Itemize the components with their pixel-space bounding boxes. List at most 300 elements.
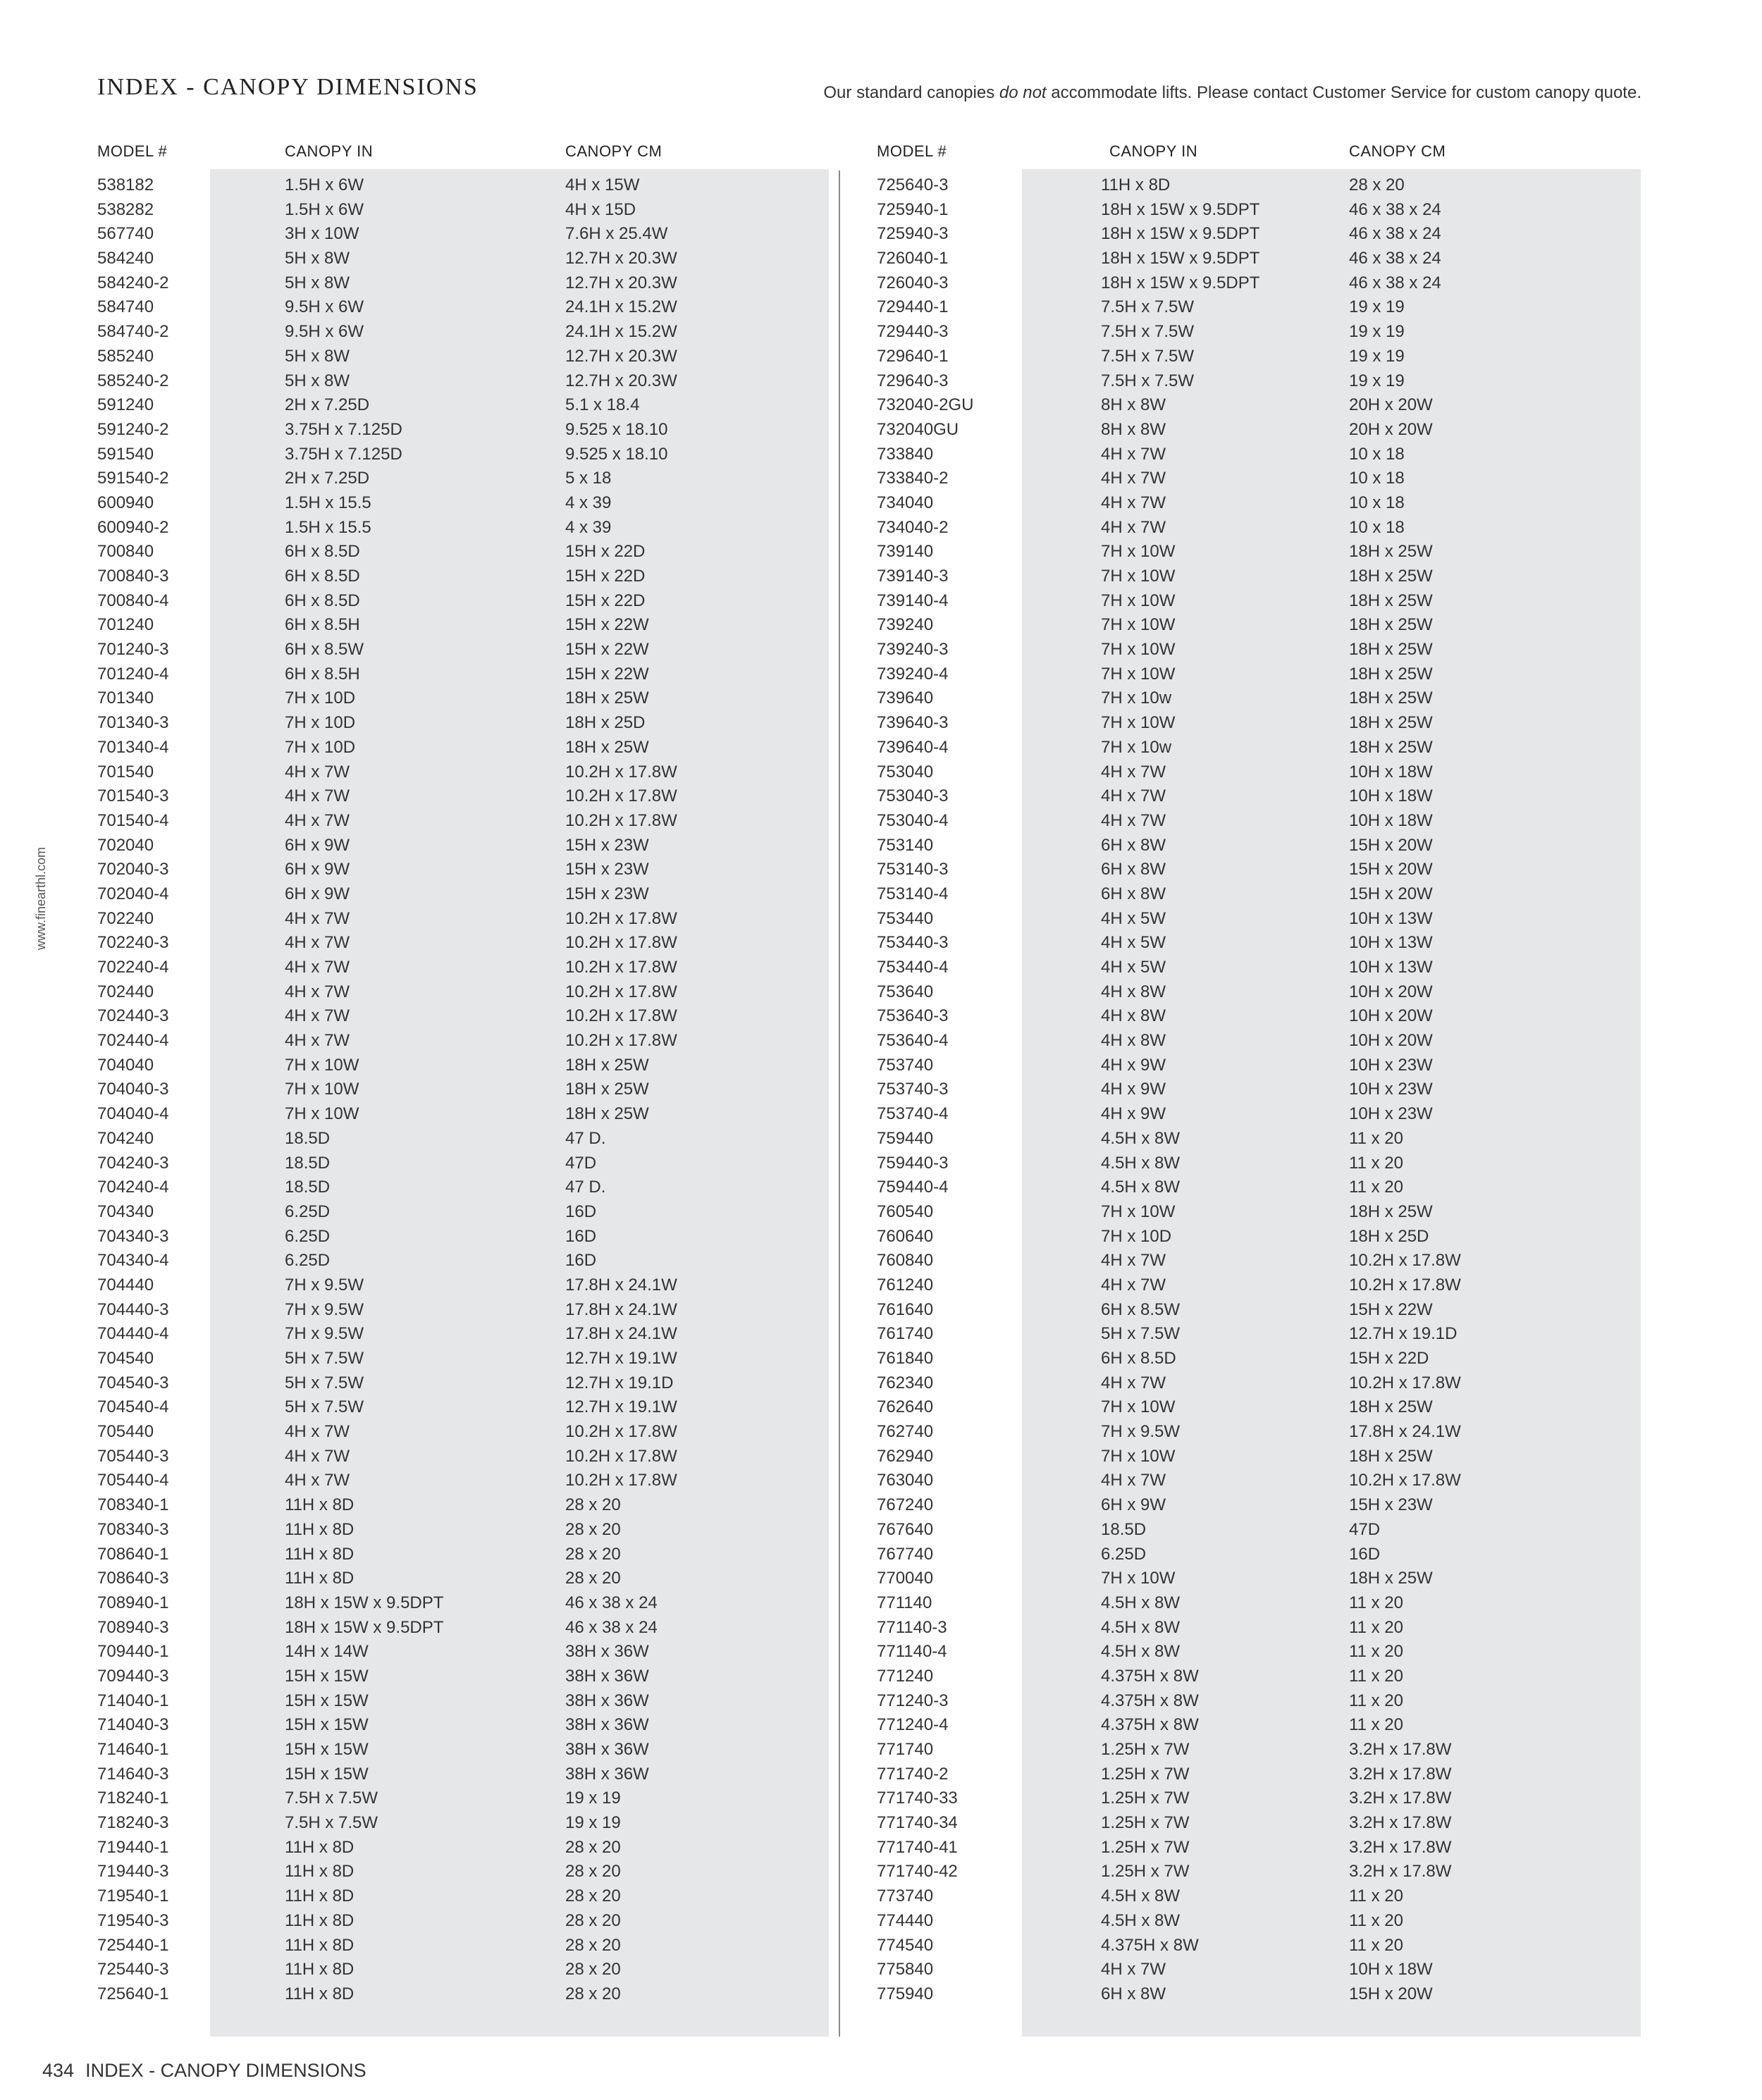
canopy-in: 7.5H x 7.5W: [285, 1789, 378, 1808]
canopy-cm: 46 x 38 x 24: [1349, 224, 1441, 244]
left-header-model: MODEL #: [97, 142, 168, 160]
model-number: 538282: [97, 199, 154, 219]
table-row: [839, 247, 1684, 271]
table-row: [839, 1273, 1684, 1298]
table-row: [839, 1225, 1684, 1249]
model-number: 773740: [877, 1886, 934, 1906]
model-number: 714640-3: [97, 1764, 169, 1784]
model-number: 702040-4: [97, 884, 169, 903]
canopy-in: 7H x 9.5W: [1101, 1422, 1181, 1442]
table-row: [839, 1347, 1684, 1371]
table-row: [0, 711, 839, 736]
table-row: [0, 1273, 839, 1298]
model-number: 753440-4: [877, 958, 949, 977]
table-row: [0, 931, 839, 956]
table-row: [839, 1640, 1684, 1664]
model-number: 762940: [877, 1446, 934, 1466]
model-number: 771240-3: [877, 1691, 949, 1710]
table-row: [839, 1836, 1684, 1860]
table-row: [839, 1884, 1684, 1909]
model-number: 704240: [97, 1128, 154, 1148]
table-row: [0, 345, 839, 369]
footer-section-title: INDEX - CANOPY DIMENSIONS: [85, 2060, 366, 2081]
canopy-cm: 15H x 22W: [1349, 1299, 1433, 1319]
model-number: 702240: [97, 908, 154, 928]
canopy-in: 4.5H x 8W: [1101, 1886, 1181, 1906]
model-number: 739240: [877, 615, 934, 635]
canopy-cm: 38H x 36W: [565, 1642, 649, 1662]
page-title: INDEX - CANOPY DIMENSIONS: [97, 74, 479, 100]
notice-emphasis: do not: [999, 83, 1047, 102]
canopy-cm: 15H x 20W: [1349, 884, 1433, 903]
canopy-in: 4H x 7W: [1101, 493, 1166, 512]
canopy-cm: 12.7H x 19.1D: [1349, 1324, 1458, 1344]
canopy-in: 4H x 7W: [1101, 469, 1166, 488]
canopy-cm: 10.2H x 17.8W: [565, 1471, 677, 1490]
table-row: [839, 638, 1684, 662]
canopy-in: 8H x 8W: [1101, 395, 1166, 415]
canopy-cm: 10.2H x 17.8W: [1349, 1471, 1461, 1490]
model-number: 584740-2: [97, 322, 169, 342]
right-header-model: MODEL #: [877, 142, 947, 160]
canopy-in: 6H x 8.5W: [285, 640, 364, 660]
canopy-cm: 15H x 20W: [1349, 835, 1433, 855]
canopy-cm: 47D: [1349, 1519, 1381, 1539]
canopy-cm: 10H x 23W: [1349, 1055, 1433, 1075]
canopy-in: 15H x 15W: [285, 1715, 369, 1735]
model-number: 759440-4: [877, 1178, 949, 1197]
canopy-cm: 10 x 18: [1349, 517, 1405, 537]
model-number: 739640-4: [877, 737, 949, 757]
canopy-cm: 20H x 20W: [1349, 419, 1433, 439]
canopy-in: 18H x 15W x 9.5DPT: [1101, 273, 1260, 292]
canopy-in: 4H x 7W: [285, 762, 350, 782]
canopy-in: 15H x 15W: [285, 1764, 369, 1784]
canopy-in: 8H x 8W: [1101, 419, 1166, 439]
table-row: [0, 1958, 839, 1982]
canopy-cm: 10H x 20W: [1349, 982, 1433, 1001]
table-row: [839, 809, 1684, 834]
table-row: [839, 1958, 1684, 1982]
canopy-in: 4H x 5W: [1101, 933, 1166, 953]
left-header-canopy-in: CANOPY IN: [285, 142, 374, 160]
model-number: 770040: [877, 1569, 934, 1588]
table-row: [839, 1420, 1684, 1445]
model-number: 753640-3: [877, 1006, 949, 1026]
table-row: [0, 1322, 839, 1347]
table-row: [0, 1077, 839, 1102]
canopy-in: 1.25H x 7W: [1101, 1764, 1190, 1784]
canopy-in: 1.5H x 6W: [285, 199, 364, 219]
canopy-cm: 19 x 19: [565, 1813, 621, 1833]
canopy-in: 11H x 8D: [285, 1569, 355, 1588]
canopy-in: 7H x 10w: [1101, 688, 1172, 708]
canopy-cm: 18H x 25W: [1349, 688, 1433, 708]
canopy-in: 4H x 9W: [1101, 1080, 1166, 1099]
model-number: 591240-2: [97, 419, 169, 439]
canopy-cm: 18H x 25W: [1349, 615, 1433, 635]
model-number: 702240-3: [97, 933, 169, 953]
canopy-in: 7.5H x 7.5W: [1101, 371, 1195, 390]
table-row: [839, 1200, 1684, 1225]
model-number: 702440-4: [97, 1031, 169, 1051]
canopy-in: 6H x 8.5D: [285, 591, 360, 610]
model-number: 753440-3: [877, 933, 949, 953]
model-number: 726040-3: [877, 273, 949, 292]
canopy-cm: 10H x 18W: [1349, 810, 1433, 830]
model-number: 734040-2: [877, 517, 949, 537]
table-row: [0, 1004, 839, 1029]
canopy-cm: 10H x 20W: [1349, 1031, 1433, 1051]
canopy-cm: 15H x 22W: [565, 640, 649, 660]
canopy-cm: 28 x 20: [565, 1569, 621, 1588]
model-number: 762740: [877, 1422, 934, 1442]
canopy-cm: 18H x 25W: [1349, 737, 1433, 757]
table-row: [0, 1249, 839, 1273]
model-number: 760840: [877, 1251, 934, 1271]
canopy-cm: 19 x 19: [1349, 346, 1405, 366]
canopy-cm: 20H x 20W: [1349, 395, 1433, 415]
canopy-cm: 28 x 20: [565, 1519, 621, 1539]
canopy-cm: 18H x 25W: [1349, 1397, 1433, 1417]
canopy-in: 4.5H x 8W: [1101, 1153, 1181, 1173]
table-row: [839, 834, 1684, 858]
canopy-cm: 19 x 19: [565, 1789, 621, 1808]
canopy-in: 1.5H x 6W: [285, 175, 364, 194]
canopy-cm: 10.2H x 17.8W: [565, 810, 677, 830]
model-number: 600940-2: [97, 517, 169, 537]
canopy-cm: 10.2H x 17.8W: [565, 958, 677, 977]
canopy-in: 6H x 8W: [1101, 860, 1166, 879]
table-row: [839, 418, 1684, 443]
canopy-cm: 11 x 20: [1349, 1886, 1403, 1906]
canopy-cm: 15H x 23W: [1349, 1495, 1433, 1515]
canopy-in: 6H x 8W: [1101, 1984, 1166, 2003]
table-row: [0, 662, 839, 687]
canopy-cm: 28 x 20: [565, 1837, 621, 1857]
table-row: [0, 1445, 839, 1469]
table-row: [839, 1054, 1684, 1078]
canopy-in: 4H x 7W: [1101, 1373, 1166, 1392]
model-number: 708340-1: [97, 1495, 169, 1515]
model-number: 701540-4: [97, 810, 169, 830]
canopy-in: 5H x 8W: [285, 249, 350, 268]
canopy-cm: 18H x 25W: [565, 688, 649, 708]
table-row: [839, 516, 1684, 541]
canopy-cm: 10H x 18W: [1349, 786, 1433, 806]
table-row: [839, 1004, 1684, 1029]
model-number: 702440-3: [97, 1006, 169, 1026]
table-row: [839, 369, 1684, 394]
canopy-in: 5H x 8W: [285, 371, 350, 390]
model-number: 725440-3: [97, 1960, 169, 1979]
canopy-cm: 3.2H x 17.8W: [1349, 1837, 1452, 1857]
canopy-in: 4.5H x 8W: [1101, 1593, 1181, 1612]
table-row: [839, 564, 1684, 589]
table-row: [839, 858, 1684, 882]
canopy-cm: 10.2H x 17.8W: [565, 982, 677, 1001]
canopy-in: 7H x 10W: [1101, 542, 1176, 562]
table-row: [839, 1567, 1684, 1591]
canopy-in: 4H x 7W: [285, 1422, 350, 1442]
canopy-in: 5H x 7.5W: [285, 1397, 364, 1417]
table-row: [839, 1982, 1684, 2007]
model-number: 600940: [97, 493, 154, 512]
table-row: [0, 1640, 839, 1664]
canopy-cm: 46 x 38 x 24: [565, 1593, 658, 1612]
canopy-cm: 28 x 20: [565, 1886, 621, 1906]
table-row: [0, 393, 839, 418]
table-row: [0, 1786, 839, 1811]
canopy-in: 7H x 10W: [1101, 1446, 1176, 1466]
model-number: 719540-3: [97, 1910, 169, 1930]
canopy-in: 6H x 9W: [285, 860, 350, 879]
canopy-cm: 46 x 38 x 24: [1349, 249, 1441, 268]
canopy-cm: 10 x 18: [1349, 444, 1405, 464]
canopy-in: 7H x 10W: [285, 1080, 359, 1099]
canopy-in: 4H x 7W: [1101, 810, 1166, 830]
table-row: [839, 222, 1684, 247]
table-row: [0, 1909, 839, 1934]
canopy-in: 4H x 9W: [1101, 1055, 1166, 1075]
model-number: 708340-3: [97, 1519, 169, 1539]
canopy-cm: 11 x 20: [1349, 1153, 1403, 1173]
canopy-in: 7H x 10W: [1101, 1397, 1176, 1417]
canopy-cm: 10.2H x 17.8W: [565, 1006, 677, 1026]
canopy-in: 11H x 8D: [285, 1862, 355, 1882]
canopy-in: 4H x 7W: [285, 933, 350, 953]
table-row: [0, 1738, 839, 1762]
table-row: [0, 222, 839, 247]
canopy-cm: 4H x 15D: [565, 199, 636, 219]
canopy-in: 7H x 10W: [1101, 713, 1176, 733]
canopy-in: 11H x 8D: [285, 1544, 355, 1564]
table-row: [839, 1738, 1684, 1762]
canopy-in: 4.375H x 8W: [1101, 1715, 1199, 1735]
model-number: 725440-1: [97, 1935, 169, 1955]
canopy-in: 4H x 8W: [1101, 1031, 1166, 1051]
canopy-cm: 10.2H x 17.8W: [1349, 1373, 1461, 1392]
model-number: 701340-3: [97, 713, 169, 733]
canopy-in: 4H x 8W: [1101, 1006, 1166, 1026]
canopy-cm: 11 x 20: [1349, 1642, 1403, 1662]
canopy-cm: 9.525 x 18.10: [565, 419, 668, 439]
canopy-cm: 24.1H x 15.2W: [565, 322, 677, 342]
canopy-in: 6H x 8W: [1101, 835, 1166, 855]
model-number: 761740: [877, 1324, 934, 1344]
canopy-in: 7H x 10D: [285, 713, 356, 733]
model-number: 702040-3: [97, 860, 169, 879]
model-number: 729440-1: [877, 297, 949, 317]
canopy-cm: 17.8H x 24.1W: [565, 1275, 677, 1295]
table-row: [0, 1469, 839, 1493]
model-number: 739140: [877, 542, 934, 562]
canopy-in: 18.5D: [285, 1178, 331, 1197]
model-number: 714040-1: [97, 1691, 169, 1710]
canopy-in: 4H x 5W: [1101, 958, 1166, 977]
table-row: [0, 1982, 839, 2007]
canopy-in: 7H x 9.5W: [285, 1324, 364, 1344]
table-row: [0, 247, 839, 271]
canopy-cm: 46 x 38 x 24: [1349, 199, 1441, 219]
model-number: 719440-1: [97, 1837, 169, 1857]
canopy-in: 7.5H x 7.5W: [285, 1813, 378, 1833]
model-number: 704240-3: [97, 1153, 169, 1173]
model-number: 763040: [877, 1471, 934, 1490]
table-row: [839, 1445, 1684, 1469]
model-number: 771740-2: [877, 1764, 949, 1784]
model-number: 701240-4: [97, 664, 169, 684]
canopy-cm: 7.6H x 25.4W: [565, 224, 668, 244]
canopy-cm: 10 x 18: [1349, 469, 1405, 488]
table-row: [0, 491, 839, 516]
table-row: [0, 1493, 839, 1518]
canopy-in: 4.5H x 8W: [1101, 1910, 1181, 1930]
model-number: 753140-4: [877, 884, 949, 903]
table-row: [0, 784, 839, 809]
canopy-in: 7H x 10W: [1101, 567, 1176, 586]
canopy-in: 3.75H x 7.125D: [285, 444, 402, 464]
table-row: [839, 1762, 1684, 1787]
canopy-cm: 11 x 20: [1349, 1715, 1403, 1735]
canopy-cm: 16D: [565, 1251, 597, 1271]
canopy-cm: 11 x 20: [1349, 1691, 1403, 1710]
canopy-cm: 12.7H x 19.1W: [565, 1397, 677, 1417]
table-row: [0, 1591, 839, 1616]
canopy-in: 11H x 8D: [285, 1960, 355, 1979]
canopy-cm: 10 x 18: [1349, 493, 1405, 512]
table-row: [839, 1713, 1684, 1738]
canopy-in: 7H x 10W: [1101, 1569, 1176, 1588]
model-number: 761240: [877, 1275, 934, 1295]
table-row: [0, 858, 839, 882]
model-number: 701540: [97, 762, 154, 782]
canopy-in: 11H x 8D: [285, 1910, 355, 1930]
model-number: 753040-3: [877, 786, 949, 806]
table-row: [0, 295, 839, 320]
table-row: [839, 662, 1684, 687]
model-number: 705440: [97, 1422, 154, 1442]
canopy-in: 4H x 7W: [1101, 1471, 1166, 1490]
canopy-in: 4.5H x 8W: [1101, 1617, 1181, 1637]
canopy-in: 4H x 7W: [285, 908, 350, 928]
model-number: 753740: [877, 1055, 934, 1075]
table-row: [839, 393, 1684, 418]
canopy-cm: 18H x 25W: [565, 1080, 649, 1099]
model-number: 753640: [877, 982, 934, 1001]
canopy-cm: 18H x 25W: [1349, 542, 1433, 562]
canopy-cm: 38H x 36W: [565, 1666, 649, 1686]
table-row: [0, 320, 839, 345]
canopy-in: 7H x 9.5W: [285, 1299, 364, 1319]
canopy-cm: 11 x 20: [1349, 1617, 1403, 1637]
table-row: [839, 1543, 1684, 1567]
table-row: [839, 1175, 1684, 1200]
model-number: 718240-3: [97, 1813, 169, 1833]
canopy-in: 6H x 8W: [1101, 884, 1166, 903]
canopy-cm: 18H x 25W: [1349, 713, 1433, 733]
table-row: [839, 198, 1684, 223]
table-row: [0, 198, 839, 223]
canopy-cm: 10H x 13W: [1349, 908, 1433, 928]
table-row: [839, 540, 1684, 564]
canopy-in: 4H x 7W: [285, 1031, 350, 1051]
table-row: [0, 1347, 839, 1371]
canopy-cm: 10H x 23W: [1349, 1104, 1433, 1124]
table-row: [0, 1127, 839, 1151]
canopy-cm: 15H x 23W: [565, 835, 649, 855]
canopy-in: 15H x 15W: [285, 1740, 369, 1759]
canopy-cm: 15H x 20W: [1349, 860, 1433, 879]
table-row: [839, 1664, 1684, 1689]
table-row: [0, 1884, 839, 1909]
model-number: 753640-4: [877, 1031, 949, 1051]
canopy-cm: 18H x 25W: [1349, 1202, 1433, 1221]
model-number: 771240-4: [877, 1715, 949, 1735]
model-number: 704540: [97, 1349, 154, 1368]
table-row: [0, 980, 839, 1005]
model-number: 705440-4: [97, 1471, 169, 1490]
table-row: [839, 686, 1684, 711]
model-number: 767240: [877, 1495, 934, 1515]
canopy-in: 4H x 5W: [1101, 908, 1166, 928]
canopy-in: 11H x 8D: [285, 1837, 355, 1857]
canopy-in: 4.375H x 8W: [1101, 1935, 1199, 1955]
canopy-cm: 10.2H x 17.8W: [565, 908, 677, 928]
canopy-in: 6.25D: [285, 1251, 331, 1271]
canopy-in: 11H x 8D: [285, 1886, 355, 1906]
table-row: [839, 1591, 1684, 1616]
page-footer: [42, 2058, 366, 2083]
table-row: [839, 1518, 1684, 1543]
table-row: [839, 1322, 1684, 1347]
model-number: 704540-4: [97, 1397, 169, 1417]
table-row: [0, 736, 839, 760]
model-number: 733840-2: [877, 469, 949, 488]
model-number: 567740: [97, 224, 154, 244]
table-row: [839, 271, 1684, 296]
model-number: 753040-4: [877, 810, 949, 830]
canopy-cm: 4 x 39: [565, 493, 612, 512]
canopy-in: 9.5H x 6W: [285, 322, 364, 342]
canopy-cm: 28 x 20: [565, 1544, 621, 1564]
model-number: 774440: [877, 1910, 934, 1930]
canopy-in: 4H x 7W: [1101, 444, 1166, 464]
canopy-in: 2H x 7.25D: [285, 395, 370, 415]
table-row: [0, 564, 839, 589]
table-row: [0, 1811, 839, 1836]
model-number: 701340-4: [97, 737, 169, 757]
model-number: 700840-4: [97, 591, 169, 610]
model-number: 732040-2GU: [877, 395, 974, 415]
model-number: 591540: [97, 444, 154, 464]
table-row: [0, 589, 839, 614]
table-row: [839, 1909, 1684, 1934]
model-number: 771140: [877, 1593, 932, 1612]
model-number: 771140-3: [877, 1617, 947, 1637]
table-row: [0, 638, 839, 662]
table-row: [0, 1151, 839, 1176]
model-number: 729440-3: [877, 322, 949, 342]
model-number: 714640-1: [97, 1740, 169, 1759]
canopy-in: 7.5H x 7.5W: [1101, 297, 1195, 317]
model-number: 701240-3: [97, 640, 169, 660]
table-row: [839, 1102, 1684, 1127]
canopy-cm: 12.7H x 19.1W: [565, 1349, 677, 1368]
canopy-cm: 17.8H x 24.1W: [565, 1299, 677, 1319]
model-number: 700840-3: [97, 567, 169, 586]
canopy-in: 4H x 7W: [1101, 1251, 1166, 1271]
